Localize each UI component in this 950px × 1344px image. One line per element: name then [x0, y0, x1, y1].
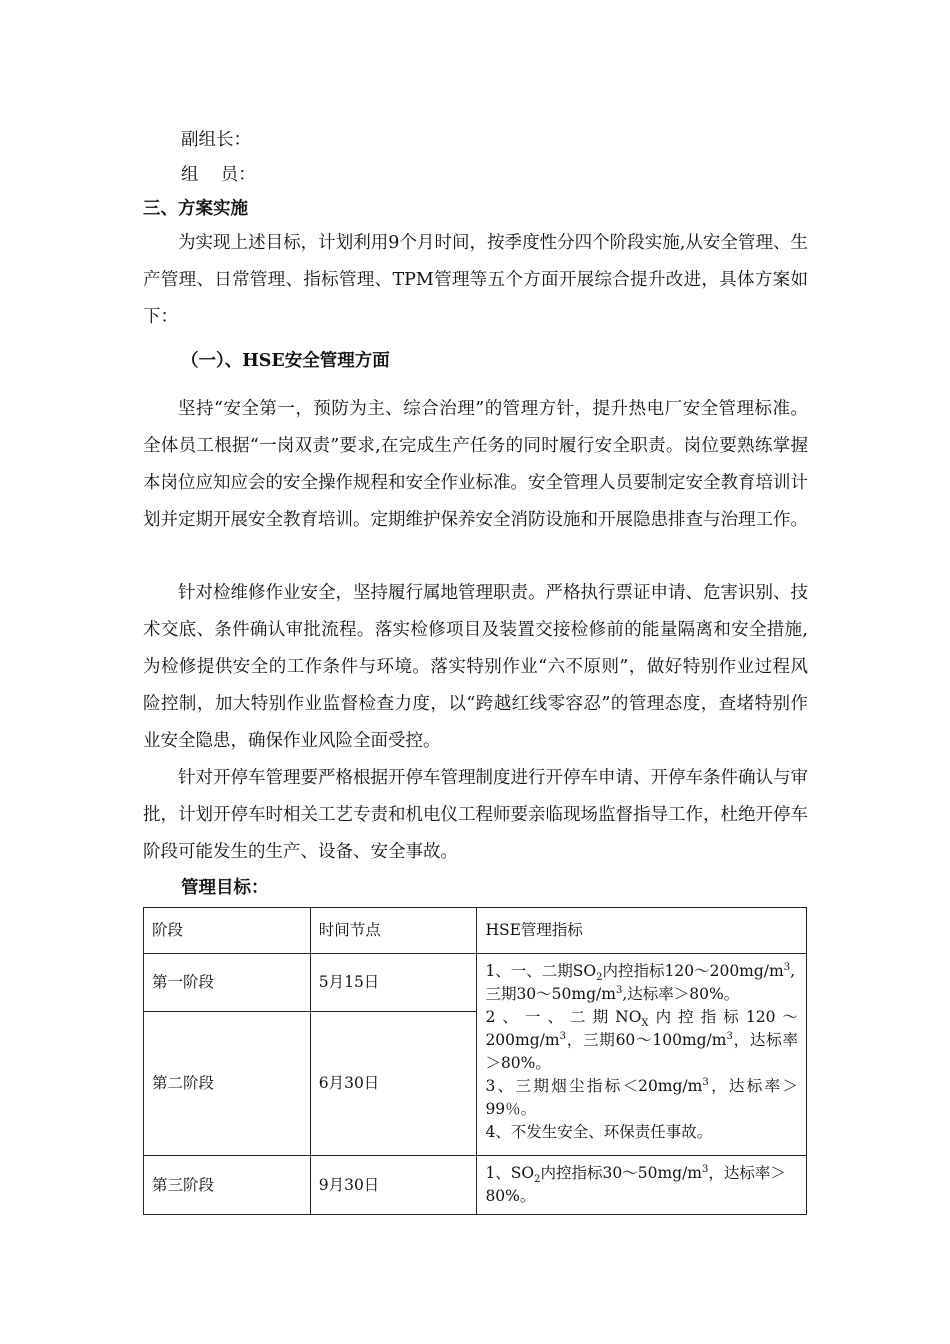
header-indicator: HSE管理指标 [477, 908, 807, 954]
stage-cell: 第一阶段 [144, 954, 311, 1012]
date-cell: 6月30日 [310, 1012, 477, 1156]
stage-cell: 第三阶段 [144, 1156, 311, 1215]
header-stage: 阶段 [144, 908, 311, 954]
table-header-row [144, 908, 807, 954]
vice-leader-label: 副组长： [181, 130, 251, 150]
indicator-4: 4、不发生安全、环保责任事故。 [485, 1123, 713, 1141]
stage3-indicator-cell: 1、$SO_2$内控指标$30\sim 50mg/m^3$，达标率＞80%。 [477, 1156, 807, 1215]
member-label: 组 员： [181, 165, 256, 185]
section3-intro: 为实现上述目标，计划利用9个月时间，按季度性分四个阶段实施,从安全管理、生产管理、日常管理、指标管理、TPM管理等五个方面开展综合提升改进，具体方案如下： [143, 233, 808, 327]
merged-indicator-cell [477, 954, 807, 1156]
hse-paragraph-1: 坚持“安全第一，预防为主、综合治理”的管理方针，提升热电厂安全管理标准。全体员工根据“一岗双责”要求,在完成生产任务的同时履行安全职责。岗位要熟练掌握本岗位应知应会的安全操作规程和安全作业标准。安全管理人员要制定安全教育培训计划并定期开展安全教育培训。定期维护保养安全消防设施和开展隐患排查与治理工作。 [143, 399, 808, 530]
date-cell: 9月30日 [310, 1156, 477, 1215]
management-target-label: 管理目标： [181, 878, 269, 898]
indicator-2: 2、一、二期$NO_X$内控指标$120\sim 200mg/m^3$，三期$60\sim 100mg/m^3$，达标率＞80%。 [485, 1008, 798, 1072]
header-date: 时间节点 [310, 908, 477, 954]
indicator-3: 3、三期烟尘指标$<20mg/m^3$，达标率＞99％。 [485, 1076, 798, 1118]
indicator-1: 1、一、二期$SO_2$内控指标$120\sim 200mg/m^3$, 三期$30\sim 50mg/m^3$,达标率＞80%。 [485, 961, 796, 1003]
table-row [144, 1156, 807, 1215]
stage-cell: 第二阶段 [144, 1012, 311, 1156]
date-cell: 5月15日 [310, 954, 477, 1012]
hse-heading: （一）、HSE安全管理方面 [181, 351, 390, 371]
hse-target-table [143, 907, 807, 1215]
section-heading-3: 三、方案实施 [143, 199, 248, 219]
hse-paragraph-3: 针对开停车管理要严格根据开停车管理制度进行开停车申请、开停车条件确认与审批，计划开停车时相关工艺专责和机电仪工程师要亲临现场监督指导工作，杜绝开停车阶段可能发生的生产、设备、安全事故。 [143, 768, 808, 862]
hse-paragraph-2: 针对检维修作业安全，坚持履行属地管理职责。严格执行票证申请、危害识别、技术交底、条件确认审批流程。落实检修项目及装置交接检修前的能量隔离和安全措施,为检修提供安全的工作条件与环境。落实特别作业“六不原则”，做好特别作业过程风险控制，加大特别作业监督检查力度，以“跨越红线零容忍”的管理态度，查堵特别作业安全隐患，确保作业风险全面受控。 [143, 583, 808, 751]
table-row [144, 954, 807, 1012]
